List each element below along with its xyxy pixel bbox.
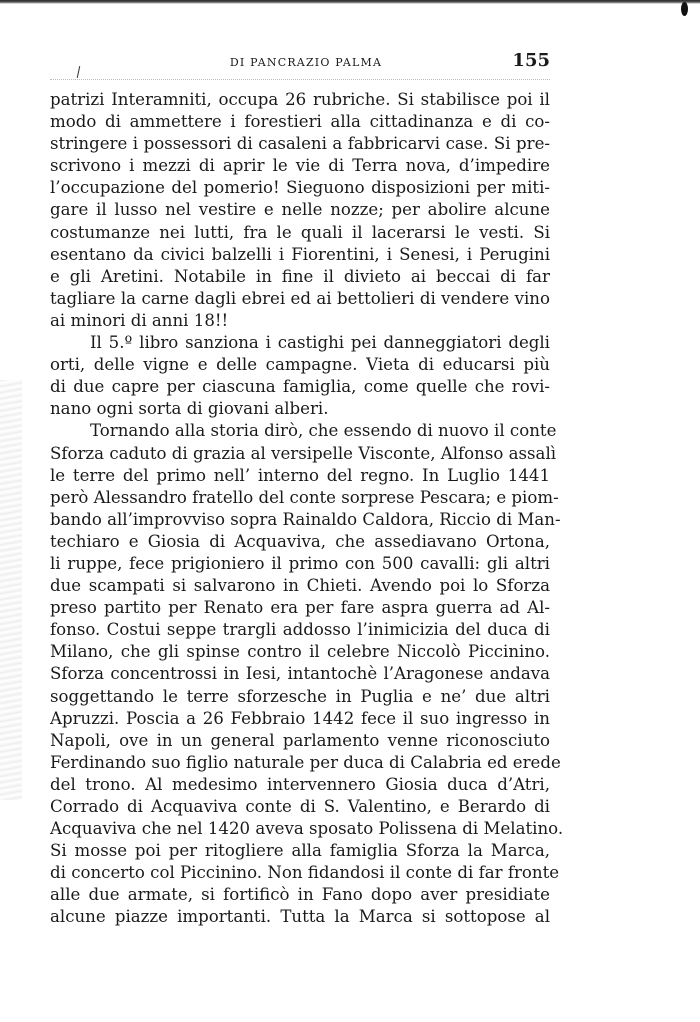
text-line: costumanze nei lutti, fra le quali il lacerarsi le vesti. Si xyxy=(50,222,550,242)
body-text xyxy=(50,89,564,929)
page-number: 155 xyxy=(512,50,550,71)
running-title: DI PANCRAZIO PALMA xyxy=(229,56,383,69)
text-line: Napoli, ove in un general parlamento venne riconosciuto xyxy=(50,730,550,750)
text-line: e gli Aretini. Notabile in fine il divieto ai beccai di far xyxy=(50,266,550,286)
text-line: preso partito per Renato era per fare aspra guerra ad Al- xyxy=(50,598,550,618)
text-line: alcune piazze importanti. Tutta la Marca si sottopose al xyxy=(50,907,550,927)
text-line: fonso. Costui seppe trargli addosso l’inimicizia del duca di xyxy=(50,620,550,640)
ink-blot xyxy=(681,2,688,16)
text-line: orti, delle vigne e delle campagne. Vieta di educarsi più xyxy=(50,355,550,375)
text-line: gare il lusso nel vestire e nelle nozze; per abolire alcune xyxy=(50,200,550,220)
text-line: bando all’improvviso sopra Rainaldo Caldora, Riccio di Man- xyxy=(50,509,561,529)
text-line: due scampati si salvarono in Chieti. Avendo poi lo Sforza xyxy=(50,576,550,596)
text-line: Ferdinando suo figlio naturale per duca di Calabria ed erede xyxy=(50,752,561,772)
text-line: Acquaviva che nel 1420 aveva sposato Polissena di Melatino. xyxy=(50,819,564,839)
text-line: techiaro e Giosia di Acquaviva, che assediavano Ortona, xyxy=(50,531,550,551)
text-line: nano ogni sorta di giovani alberi. xyxy=(50,399,329,419)
text-line: Il 5.º libro sanziona i castighi pei danneggiatori degli xyxy=(90,333,550,353)
scan-margin-noise xyxy=(0,380,22,800)
text-line: soggettando le terre sforzesche in Puglia e ne’ due altri xyxy=(50,686,550,706)
text-line: li ruppe, fece prigioniero il primo con 500 cavalli: gli altri xyxy=(50,553,550,573)
text-line: l’occupazione del pomerio! Sieguono disposizioni per miti- xyxy=(50,178,550,198)
text-line: Si mosse poi per ritogliere alla famiglia Sforza la Marca, xyxy=(50,841,550,861)
text-line: del trono. Al medesimo intervennero Giosia duca d’Atri, xyxy=(50,774,550,794)
text-line: stringere i possessori di casaleni a fabbricarvi case. Si pre- xyxy=(50,134,550,154)
text-line: Apruzzi. Poscia a 26 Febbraio 1442 fece il suo ingresso in xyxy=(50,708,550,728)
text-line: alle due armate, si fortificò in Fano dopo aver presidiate xyxy=(50,885,550,905)
text-line: esentano da civici balzelli i Fiorentini, i Senesi, i Perugini xyxy=(50,244,550,264)
text-line: Milano, che gli spinse contro il celebre Niccolò Piccinino. xyxy=(50,642,550,662)
text-line: ai minori di anni 18!! xyxy=(50,310,229,330)
text-line: di concerto col Piccinino. Non fidandosi il conte di far fronte xyxy=(50,863,560,883)
text-line: le terre del primo nell’ interno del regno. In Luglio 1441 xyxy=(50,465,550,485)
text-line: però Alessandro fratello del conte sorprese Pescara; e piom- xyxy=(50,487,559,507)
text-line: Corrado di Acquaviva conte di S. Valentino, e Berardo di xyxy=(50,797,550,816)
header-rule xyxy=(50,79,550,80)
text-line: modo di ammettere i forestieri alla cittadinanza e di co- xyxy=(50,112,550,132)
scan-top-edge xyxy=(0,0,700,4)
running-head xyxy=(50,50,550,74)
text-line: di due capre per ciascuna famiglia, come quelle che rovi- xyxy=(50,377,550,397)
text-line: tagliare la carne dagli ebrei ed ai bettolieri di vendere vino xyxy=(50,288,550,308)
text-line: Sforza concentrossi in Iesi, intantochè l’Aragonese andava xyxy=(50,664,550,684)
text-line: Sforza caduto di grazia al versipelle Visconte, Alfonso assalì xyxy=(50,443,557,463)
text-line: patrizi Interamniti, occupa 26 rubriche. Si stabilisce poi il xyxy=(50,90,550,109)
text-line: scrivono i mezzi di aprir le vie di Terra nova, d’impedire xyxy=(50,156,550,176)
text-line: Tornando alla storia dirò, che essendo di nuovo il conte xyxy=(90,421,557,441)
